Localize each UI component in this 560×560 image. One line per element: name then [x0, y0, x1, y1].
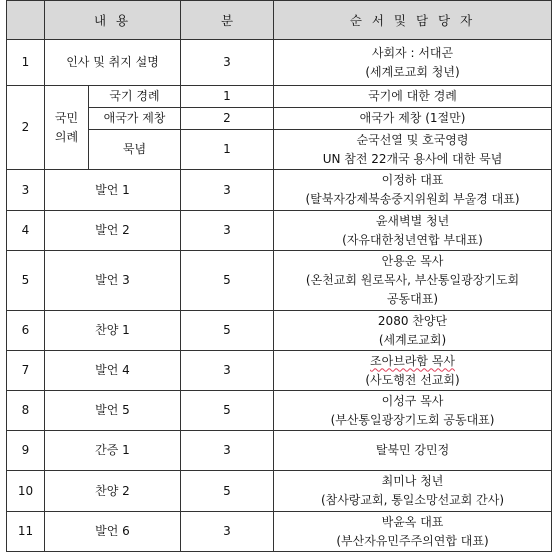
- row-number: 6: [7, 311, 45, 351]
- row-order: 조아브라함 목사 (사도행전 선교회): [274, 351, 552, 391]
- table-row: [7, 108, 552, 130]
- row-minutes: 5: [181, 471, 274, 512]
- program-table: [6, 0, 552, 552]
- row-number: 3: [7, 170, 45, 211]
- row-order: 국기에 대한 경례: [274, 86, 552, 108]
- row-item: 발언 1: [45, 170, 181, 211]
- row-number: 2: [7, 86, 45, 170]
- row-order: 탈북민 강민정: [274, 431, 552, 471]
- header-content: 내 용: [45, 1, 181, 40]
- header-no: [7, 1, 45, 40]
- row-number: 4: [7, 211, 45, 251]
- table-row: [7, 431, 552, 471]
- row-number: 10: [7, 471, 45, 512]
- header-row: [7, 1, 552, 40]
- row-item: 간증 1: [45, 431, 181, 471]
- row-item: 인사 및 취지 설명: [45, 40, 181, 86]
- row-order: 최미나 청년 (참사랑교회, 통일소망선교회 간사): [274, 471, 552, 512]
- row-number: 9: [7, 431, 45, 471]
- row-item: 발언 4: [45, 351, 181, 391]
- row-minutes: 5: [181, 251, 274, 311]
- row-item: 애국가 제창: [89, 108, 181, 130]
- table-row: [7, 86, 552, 108]
- row-minutes: 3: [181, 512, 274, 552]
- row-minutes: 2: [181, 108, 274, 130]
- row-order: 2080 찬양단 (세계로교회): [274, 311, 552, 351]
- row-minutes: 5: [181, 391, 274, 431]
- row-order: 순국선열 및 호국영령 UN 참전 22개국 용사에 대한 묵념: [274, 130, 552, 170]
- row-number: 5: [7, 251, 45, 311]
- table-row: [7, 512, 552, 552]
- row-minutes: 3: [181, 211, 274, 251]
- table-row: [7, 471, 552, 512]
- table-row: [7, 391, 552, 431]
- row-item: 찬양 2: [45, 471, 181, 512]
- row-item: 찬양 1: [45, 311, 181, 351]
- table-row: [7, 170, 552, 211]
- table-row: [7, 130, 552, 170]
- row-minutes: 3: [181, 40, 274, 86]
- row-order: 박윤옥 대표 (부산자유민주주의연합 대표): [274, 512, 552, 552]
- header-order: 순 서 및 담 당 자: [274, 1, 552, 40]
- row-minutes: 1: [181, 130, 274, 170]
- row-order: 사회자 : 서대곤 (세계로교회 청년): [274, 40, 552, 86]
- row-number: 11: [7, 512, 45, 552]
- row-minutes: 5: [181, 311, 274, 351]
- table-row: [7, 40, 552, 86]
- row-minutes: 3: [181, 351, 274, 391]
- table-row: [7, 351, 552, 391]
- row-minutes: 3: [181, 170, 274, 211]
- row-order: 애국가 제창 (1절만): [274, 108, 552, 130]
- row-number: 8: [7, 391, 45, 431]
- row-item: 묵념: [89, 130, 181, 170]
- row-number: 1: [7, 40, 45, 86]
- header-minutes: 분: [181, 1, 274, 40]
- row-group: 국민 의례: [45, 86, 89, 170]
- row-item: 발언 2: [45, 211, 181, 251]
- row-item: 발언 3: [45, 251, 181, 311]
- row-order: 윤새벽별 청년 (자유대한청년연합 부대표): [274, 211, 552, 251]
- row-order: 안용운 목사 (온천교회 원로목사, 부산통일광장기도회 공동대표): [274, 251, 552, 311]
- table-row: [7, 211, 552, 251]
- row-order: 이성구 목사 (부산통일광장기도회 공동대표): [274, 391, 552, 431]
- table-row: [7, 311, 552, 351]
- row-minutes: 3: [181, 431, 274, 471]
- row-minutes: 1: [181, 86, 274, 108]
- row-item: 발언 5: [45, 391, 181, 431]
- row-number: 7: [7, 351, 45, 391]
- row-item: 발언 6: [45, 512, 181, 552]
- row-item: 국기 경례: [89, 86, 181, 108]
- row-order: 이정하 대표 (탈북자강제북송중지위원회 부울경 대표): [274, 170, 552, 211]
- table-row: [7, 251, 552, 311]
